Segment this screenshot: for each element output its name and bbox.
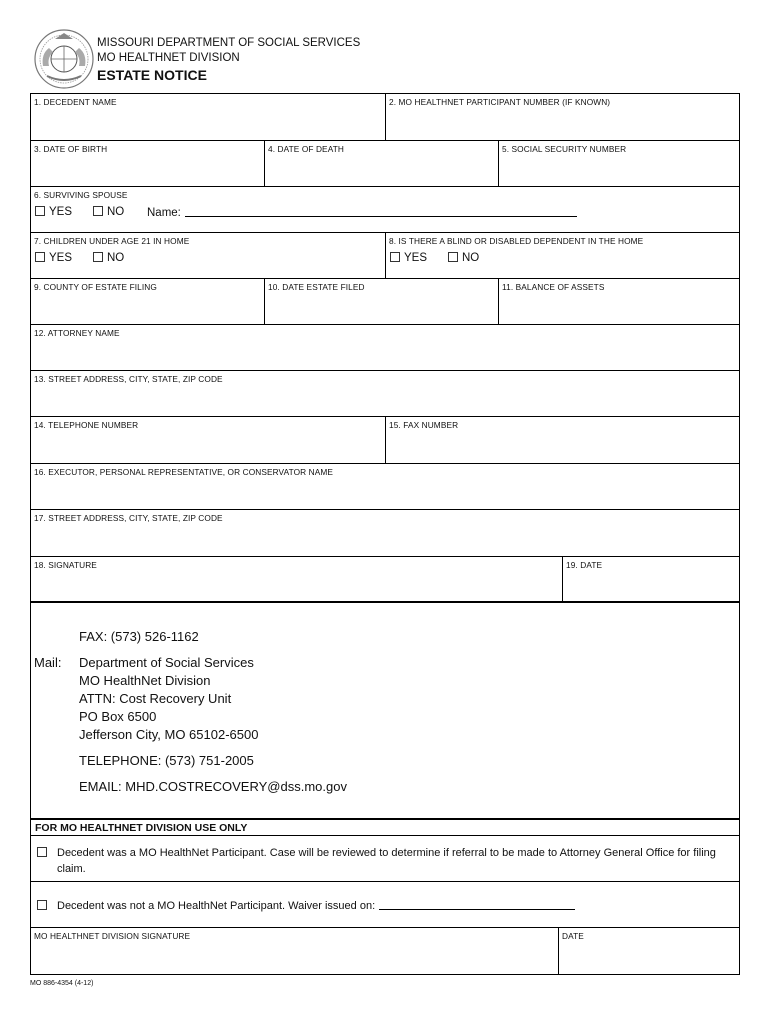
participant-option[interactable] [37,845,716,875]
form-row-5 [31,279,739,325]
children-yes-checkbox[interactable] [35,252,45,262]
division-use-heading-cell [31,820,739,835]
surviving-spouse-label: 6. SURVIVING SPOUSE [34,190,128,200]
signature-label: 18. SIGNATURE [34,560,97,570]
ssn-label: 5. SOCIAL SECURITY NUMBER [502,144,627,154]
spouse-no-checkbox[interactable] [93,206,103,216]
non-participant-option[interactable] [37,898,376,914]
dependent-yes-checkbox[interactable] [390,252,400,262]
contact-info [31,603,739,818]
surviving-spouse-field [31,187,739,232]
blind-dependent-field [386,233,739,278]
contact-email[interactable]: EMAIL: MHD.COSTRECOVERY@dss.mo.gov [79,779,347,794]
form-row-10 [31,510,739,557]
form-title: ESTATE NOTICE [97,67,207,83]
telephone-field[interactable] [31,417,386,463]
division-date-field[interactable] [559,928,739,974]
county-field[interactable] [31,279,265,324]
participant-number-field[interactable] [386,94,739,140]
executor-address-field[interactable] [31,510,739,556]
spouse-name-input[interactable] [185,206,577,217]
division-signature-field[interactable] [31,928,559,974]
non-participant-row [31,882,739,928]
children-yes-label: YES [49,252,73,264]
participant-number-label: 2. MO HEALTHNET PARTICIPANT NUMBER (IF KNOWN) [389,97,611,107]
non-participant-checkbox[interactable] [37,900,47,910]
non-participant-statement: Decedent was not a MO HealthNet Participant. Waiver issued on: [57,900,376,912]
spouse-name-label: Name: [147,207,181,219]
date-of-birth-label: 3. DATE OF BIRTH [34,144,108,154]
participant-statement: Decedent was a MO HealthNet Participant. Case will be reviewed to determine if referral to be made to Attorney General Office for filing claim. [57,847,716,875]
dependent-no-label: NO [462,252,480,264]
children-no-label: NO [107,252,125,264]
form-row-11 [31,557,739,603]
form-row-6 [31,325,739,371]
children-no-option[interactable] [93,252,124,264]
executor-name-label: 16. EXECUTOR, PERSONAL REPRESENTATIVE, OR CONSERVATOR NAME [34,467,334,477]
county-label: 9. COUNTY OF ESTATE FILING [34,282,157,292]
participant-statement-row [31,836,739,882]
children-under-21-field [31,233,386,278]
estate-notice-form [30,93,740,975]
fax-label: 15. FAX NUMBER [389,420,459,430]
dependent-no-option[interactable] [448,252,479,264]
spouse-yes-checkbox[interactable] [35,206,45,216]
spouse-no-label: NO [107,206,125,218]
children-under-21-label: 7. CHILDREN UNDER AGE 21 IN HOME [34,236,190,246]
form-row-8 [31,417,739,464]
division-name: MO HEALTHNET DIVISION [97,52,240,64]
children-yes-option[interactable] [35,252,72,264]
division-date-label: DATE [562,931,584,941]
non-participant-text [57,898,739,914]
contact-fax: FAX: (573) 526-1162 [79,629,199,644]
dependent-yes-option[interactable] [390,252,427,264]
attorney-address-label: 13. STREET ADDRESS, CITY, STATE, ZIP CODE [34,374,223,384]
balance-of-assets-label: 11. BALANCE OF ASSETS [502,282,605,292]
date-of-birth-field[interactable] [31,141,265,186]
attorney-name-field[interactable] [31,325,739,370]
waiver-date-input[interactable] [379,899,575,910]
contact-section [31,603,739,820]
spouse-name-option[interactable] [147,206,577,219]
contact-telephone: TELEPHONE: (573) 751-2005 [79,753,254,768]
signature-date-label: 19. DATE [566,560,603,570]
attorney-name-label: 12. ATTORNEY NAME [34,328,120,338]
participant-checkbox[interactable] [37,847,47,857]
spouse-yes-label: YES [49,206,73,218]
form-row-1 [31,94,739,141]
blind-dependent-label: 8. IS THERE A BLIND OR DISABLED DEPENDENT IN THE HOME [389,236,644,246]
division-use-heading-row [31,820,739,836]
children-no-checkbox[interactable] [93,252,103,262]
form-row-3 [31,187,739,233]
mail-line-2: MO HealthNet Division [79,673,211,688]
form-row-2 [31,141,739,187]
balance-of-assets-field[interactable] [499,279,739,324]
date-of-death-label: 4. DATE OF DEATH [268,144,344,154]
division-signature-row [31,928,739,974]
executor-name-field[interactable] [31,464,739,509]
date-estate-filed-label: 10. DATE ESTATE FILED [268,282,365,292]
non-participant-cell [31,882,739,927]
mail-line-4: PO Box 6500 [79,709,157,724]
mail-line-5: Jefferson City, MO 65102-6500 [79,727,259,742]
ssn-field[interactable] [499,141,739,186]
department-name: MISSOURI DEPARTMENT OF SOCIAL SERVICES [97,37,361,49]
mail-label: Mail: [34,655,62,670]
participant-statement-cell [31,836,739,881]
signature-date-field[interactable] [563,557,739,601]
decedent-name-label: 1. DECEDENT NAME [34,97,117,107]
date-of-death-field[interactable] [265,141,499,186]
form-row-7 [31,371,739,417]
spouse-yes-option[interactable] [35,206,72,218]
form-row-4 [31,233,739,279]
dependent-yes-label: YES [404,252,428,264]
mail-line-3: ATTN: Cost Recovery Unit [79,691,232,706]
signature-field[interactable] [31,557,563,601]
date-estate-filed-field[interactable] [265,279,499,324]
form-number: MO 886-4354 (4-12) [30,980,94,987]
spouse-no-option[interactable] [93,206,124,218]
division-use-heading: FOR MO HEALTHNET DIVISION USE ONLY [35,822,248,834]
dependent-no-checkbox[interactable] [448,252,458,262]
attorney-address-field[interactable] [31,371,739,416]
fax-field[interactable] [386,417,739,463]
division-signature-label: MO HEALTHNET DIVISION SIGNATURE [34,931,191,941]
missouri-seal-icon [33,28,95,90]
decedent-name-field[interactable] [31,94,386,140]
telephone-label: 14. TELEPHONE NUMBER [34,420,139,430]
form-row-9 [31,464,739,510]
mail-line-1: Department of Social Services [79,655,254,670]
executor-address-label: 17. STREET ADDRESS, CITY, STATE, ZIP CODE [34,513,223,523]
